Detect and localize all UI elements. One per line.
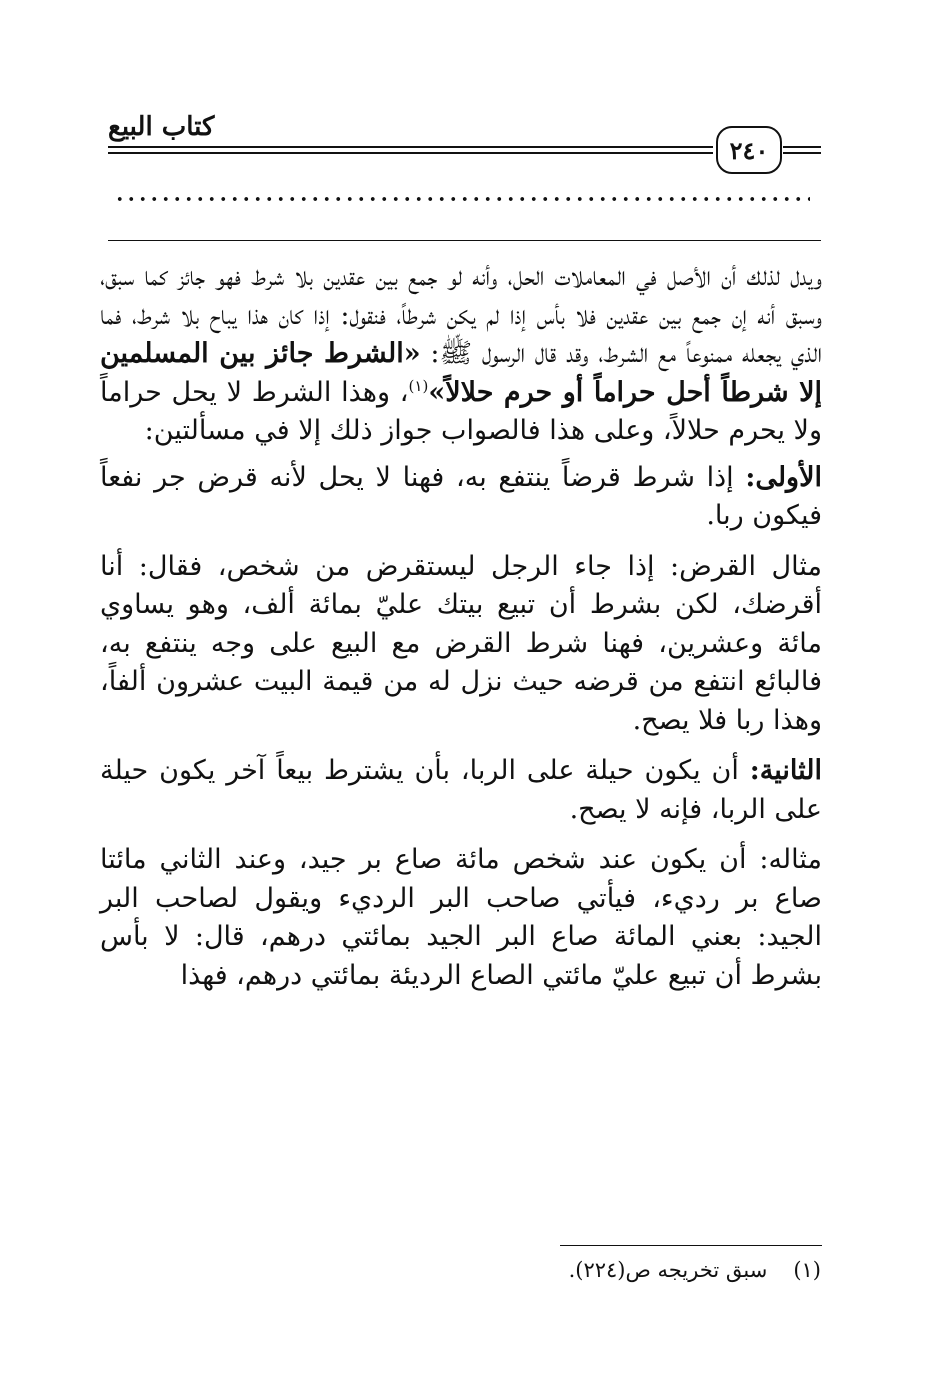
- book-title: كتاب البيع: [108, 112, 215, 142]
- footnote-number: (١): [793, 1258, 821, 1282]
- paragraph-text: ويدل لذلك أن الأصل في المعاملات الحل، وأنه لو جمع بين عقدين بلا شرط فهو جائز كما سبق، وسبق أنه إن جمع بين عقدين فلا بأس إذا لم يكن شرطاً، فنقول: إذا كان هذا يباح بلا شرط، فما الذي يجعله ممنوعاً مع الشرط، وقد قال الرسول ﷺ:: [100, 261, 822, 369]
- header-rule: [783, 146, 821, 148]
- paragraph-text: أن يكون حيلة على الربا، بأن يشترط بيعاً آخر يكون حيلة على الربا، فإنه لا يصح.: [100, 755, 822, 825]
- paragraph-text: مثال القرض: إذا جاء الرجل ليستقرض من شخص، فقال: أنا أقرضك، لكن بشرط أن تبيع بيتك عليّ بمائة ألف، وهو يساوي مائة وعشرين، فهنا شرط القرض مع البيع على وجه ينتفع به، فالبائع انتفع من قرضه حيث نزل له من قيمة البيت عشرون ألفاً، وهذا ربا فلا يصح.: [100, 550, 822, 736]
- paragraph: [100, 752, 822, 829]
- paragraph-text: إذا شرط قرضاً ينتفع به، فهنا لا يحل لأنه قرض جر نفعاً فيكون ربا.: [100, 461, 822, 531]
- footnote: [569, 1258, 821, 1282]
- page-number: ٢٤٠: [716, 126, 782, 174]
- paragraph: [100, 548, 822, 741]
- body-rule: [108, 240, 821, 241]
- footnote-ref: (١): [408, 376, 429, 395]
- header-rule: [108, 152, 713, 154]
- body-text: [100, 258, 822, 1007]
- header-rule: [108, 146, 713, 148]
- paragraph-text: ، وهذا الشرط لا يحل حراماً ولا يحرم حلالاً، وعلى هذا فالصواب جواز ذلك إلا في مسألتين:: [100, 376, 822, 446]
- footnote-text: سبق تخريجه ص(٢٢٤).: [568, 1258, 768, 1282]
- header-rule: [783, 152, 821, 154]
- dotted-separator: [114, 194, 810, 204]
- hadith-quote: «الشرط جائز بين المسلمين إلا شرطاً أحل حراماً أو حرم حلالاً»: [100, 338, 823, 408]
- footnote-rule: [560, 1245, 822, 1246]
- point-label: الثانية:: [749, 755, 822, 786]
- paragraph-text: مثاله: أن يكون عند شخص مائة صاع بر جيد، وعند الثاني مائتا صاع بر رديء، فيأتي صاحب البر الرديء ويقول لصاحب البر الجيد: بعني المائة صاع البر الجيد بمائتي درهم، قال: لا بأس بشرط أن تبيع عليّ مائتي الصاع الرديئة بمائتي درهم، فهذا: [100, 844, 822, 991]
- paragraph: [100, 459, 822, 536]
- paragraph: [100, 258, 822, 451]
- paragraph: [100, 841, 822, 995]
- point-label: الأولى:: [745, 461, 822, 493]
